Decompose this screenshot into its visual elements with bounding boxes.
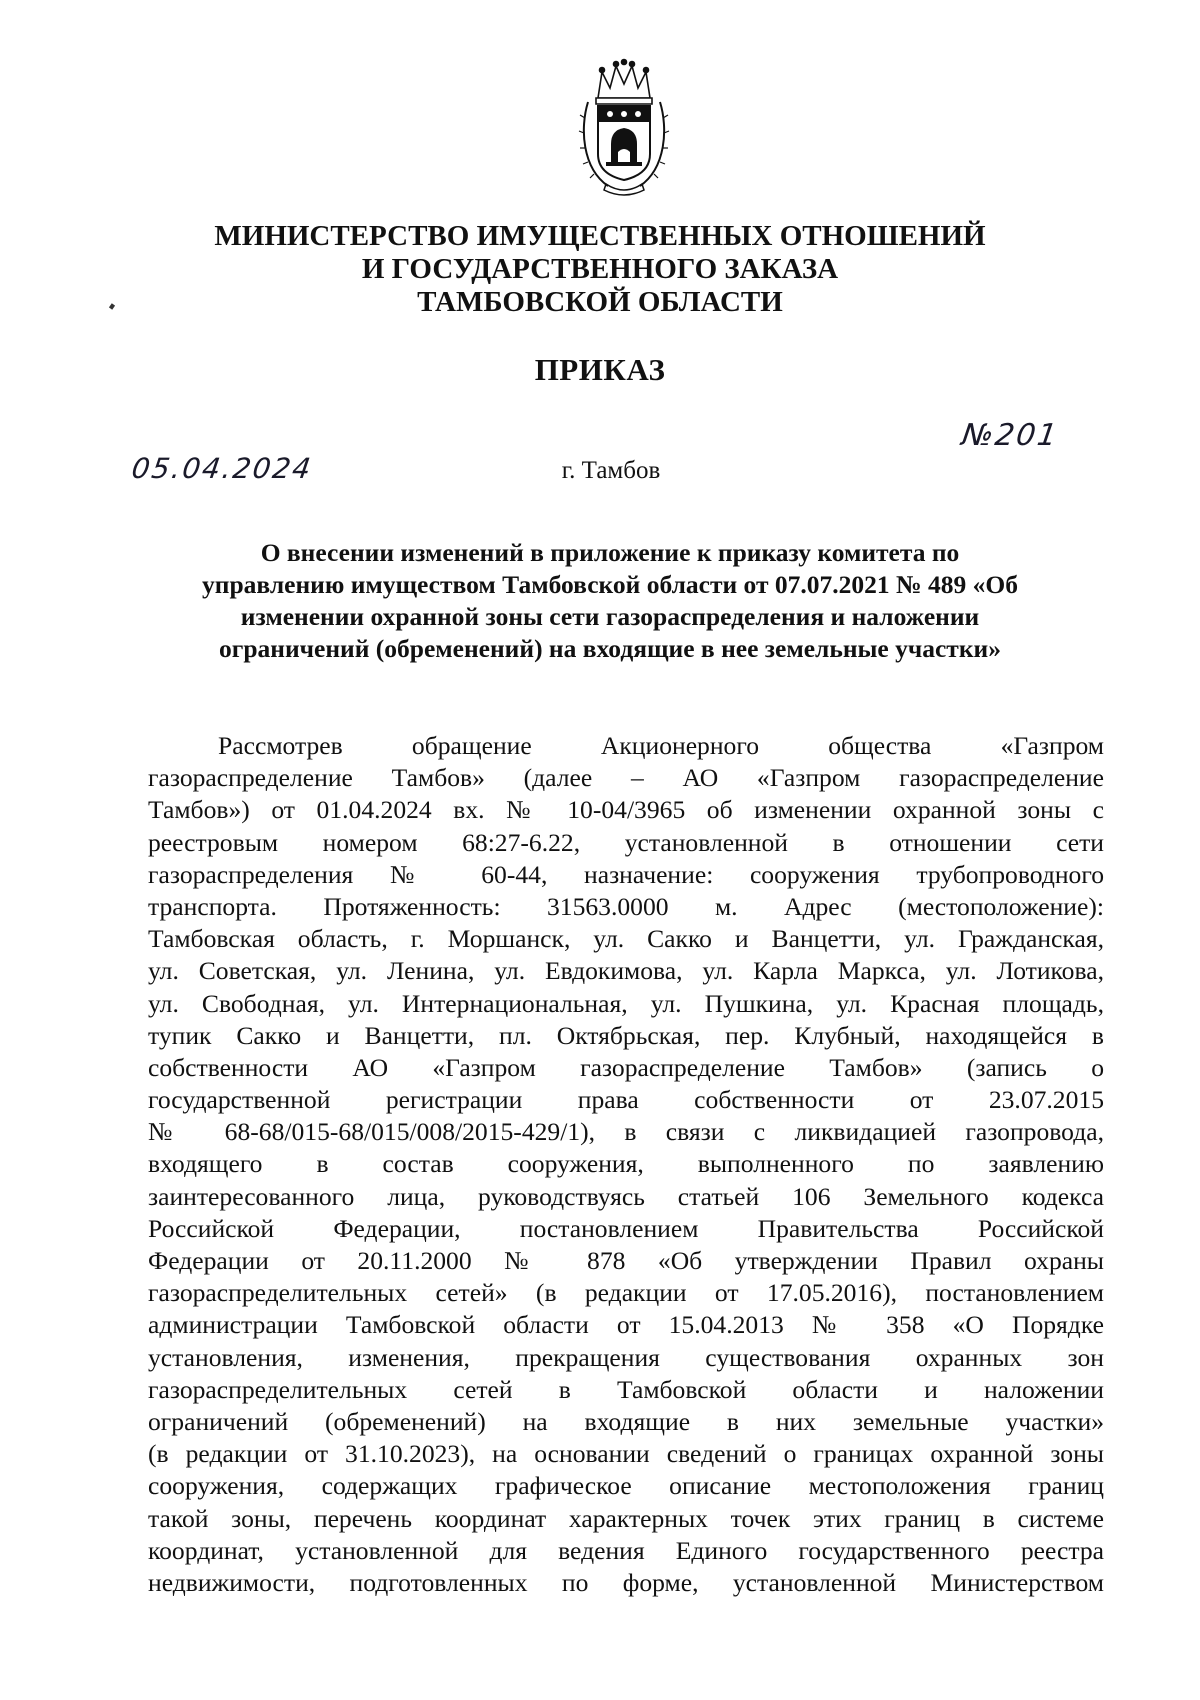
body-line: Федерации от 20.11.2000 № 878 «Об утверждении Правил охраны	[148, 1246, 1104, 1275]
ministry-name-line-2: И ГОСУДАРСТВЕННОГО ЗАКАЗА	[361, 253, 839, 285]
body-line: газораспределительных сетей» (в редакции от 17.05.2016), постановлением	[148, 1278, 1104, 1308]
body-line: ограничений (обременений) на входящие в них земельные участки»	[148, 1406, 1104, 1436]
handwritten-order-number: №201	[959, 418, 1061, 453]
tambov-coat-of-arms-icon	[578, 58, 670, 198]
document-type-title: ПРИКАЗ	[534, 352, 666, 387]
body-line: заинтересованного лица, руководствуясь статьей 106 Земельного кодекса	[148, 1181, 1104, 1211]
subject-line: изменении охранной зоны сети газораспределения и наложении	[240, 602, 980, 631]
body-line: Рассмотрев обращение Акционерного общества «Газпром	[218, 731, 1104, 760]
body-line: транспорта. Протяженность: 31563.0000 м. Адрес (местоположение):	[148, 891, 1104, 921]
body-line: входящего в состав сооружения, выполненного по заявлению	[148, 1149, 1104, 1179]
body-line: газораспределительных сетей в Тамбовской области и наложении	[148, 1374, 1104, 1404]
body-line: № 68-68/015-68/015/008/2015-429/1), в связи с ликвидацией газопровода,	[148, 1117, 1104, 1147]
subject-line: О внесении изменений в приложение к приказу комитета по	[260, 538, 960, 567]
body-line: тупик Сакко и Ванцетти, пл. Октябрьская, пер. Клубный, находящейся в	[148, 1020, 1104, 1050]
subject-line: ограничений (обременений) на входящие в нее земельные участки»	[219, 634, 1001, 663]
body-line: сооружения, содержащих графическое описание местоположения границ	[148, 1471, 1104, 1501]
body-line: недвижимости, подготовленных по форме, установленной Министерством	[148, 1567, 1104, 1597]
order-body-paragraph	[148, 730, 1104, 1599]
body-line: газораспределения № 60-44, назначение: сооружения трубопроводного	[148, 859, 1104, 889]
body-line: (в редакции от 31.10.2023), на основании сведений о границах охранной зоны	[148, 1439, 1104, 1469]
body-line: собственности АО «Газпром газораспределение Тамбов» (запись о	[148, 1052, 1104, 1082]
body-line: реестровым номером 68:27-6.22, установленной в отношении сети	[148, 827, 1104, 857]
body-line: Тамбов») от 01.04.2024 вх. № 10-04/3965 об изменении охранной зоны с	[148, 795, 1104, 825]
body-line: государственной регистрации права собственности от 23.07.2015	[148, 1085, 1104, 1115]
body-line: Тамбовская область, г. Моршанск, ул. Сакко и Ванцетти, ул. Гражданская,	[148, 924, 1104, 954]
city-name: г. Тамбов	[561, 457, 661, 484]
body-line: координат, установленной для ведения Единого государственного реестра	[148, 1535, 1104, 1565]
subject-line: управлению имуществом Тамбовской области от 07.07.2021 № 489 «Об	[202, 570, 1018, 599]
body-line: установления, изменения, прекращения существования охранных зон	[148, 1342, 1104, 1372]
body-line: администрации Тамбовской области от 15.04.2013 № 358 «О Порядке	[148, 1310, 1104, 1340]
order-subject	[150, 537, 1070, 665]
body-line: ул. Свободная, ул. Интернациональная, ул. Пушкина, ул. Красная площадь,	[148, 988, 1104, 1018]
body-line: газораспределение Тамбов» (далее – АО «Газпром газораспределение	[148, 763, 1104, 793]
ministry-name-line-1: МИНИСТЕРСТВО ИМУЩЕСТВЕННЫХ ОТНОШЕНИЙ	[214, 220, 986, 252]
handwritten-date: 05.04.2024	[129, 452, 315, 485]
body-line: ул. Советская, ул. Ленина, ул. Евдокимова, ул. Карла Маркса, ул. Лотикова,	[148, 956, 1104, 986]
ministry-name-line-3: ТАМБОВСКОЙ ОБЛАСТИ	[417, 286, 783, 318]
body-line: Российской Федерации, постановлением Правительства Российской	[148, 1213, 1104, 1243]
body-line: такой зоны, перечень координат характерных точек этих границ в системе	[148, 1503, 1104, 1533]
